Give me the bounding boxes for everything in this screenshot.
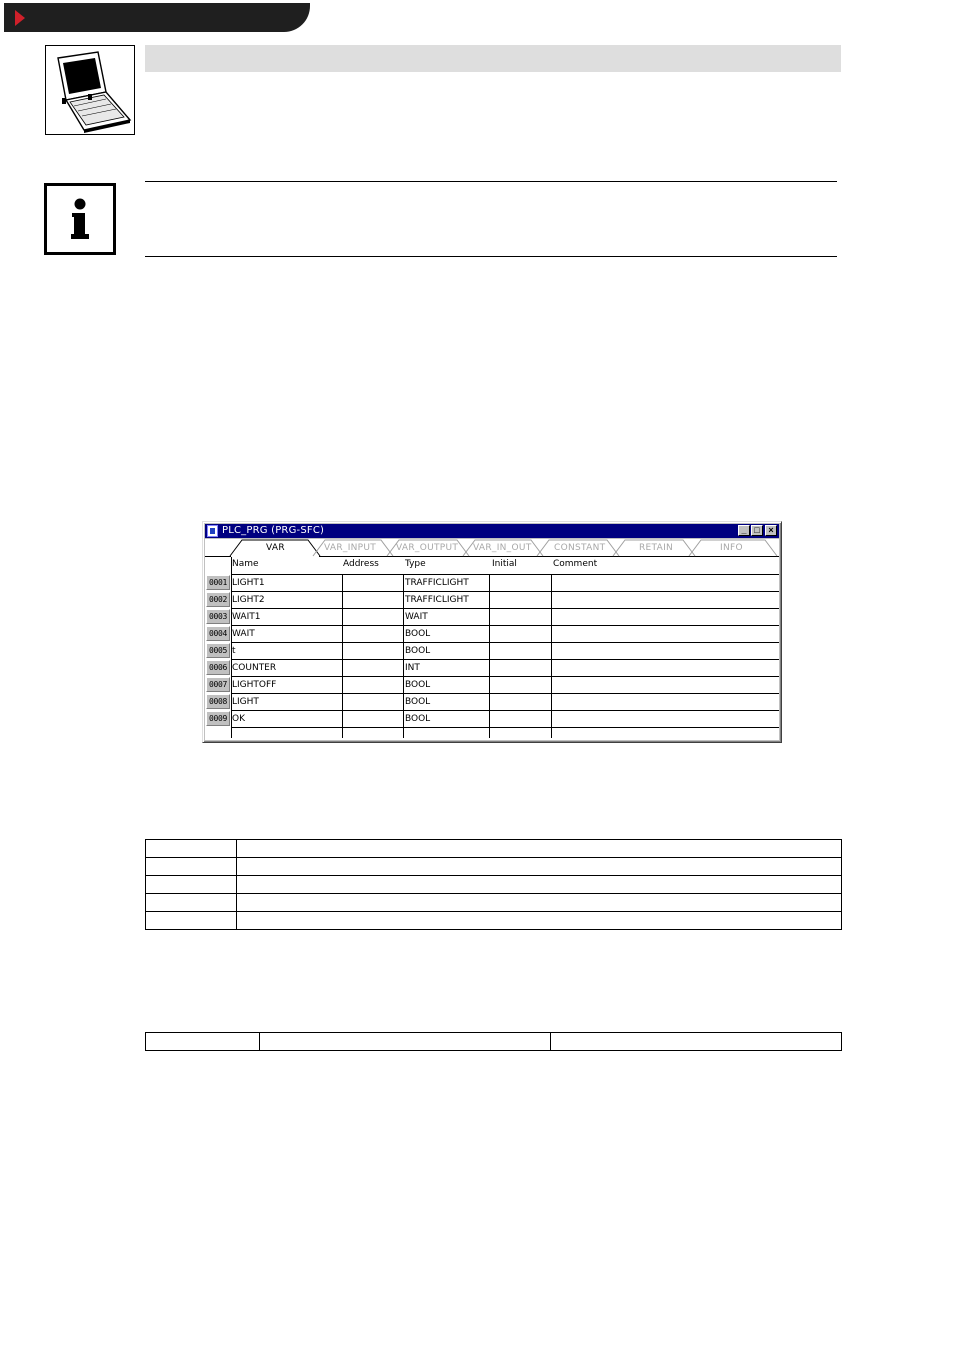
tab-var-in-out[interactable]: VAR_IN_OUT — [473, 543, 532, 553]
table-row — [146, 840, 842, 858]
cell-name[interactable]: LIGHT — [232, 697, 259, 707]
tab-var[interactable]: VAR — [266, 543, 285, 553]
table-row — [146, 876, 842, 894]
column-header-name[interactable]: Name — [232, 559, 259, 569]
empty-three-column-table — [145, 1032, 842, 1051]
cell-name[interactable]: t — [232, 646, 236, 656]
cell-type[interactable]: INT — [405, 663, 420, 673]
empty-two-column-table — [145, 839, 842, 930]
grid-line — [403, 575, 404, 738]
grid-line — [231, 625, 779, 626]
row-number[interactable]: 0004 — [206, 626, 230, 641]
arrow-right-icon — [15, 10, 25, 26]
window-title: PLC_PRG (PRG-SFC) — [222, 525, 325, 536]
cell-name[interactable]: LIGHT2 — [232, 595, 265, 605]
grid-line — [231, 693, 779, 694]
cell-type[interactable]: TRAFFICLIGHT — [405, 595, 469, 605]
row-number[interactable]: 0007 — [206, 677, 230, 692]
column-header-initial[interactable]: Initial — [492, 559, 517, 569]
window-titlebar[interactable] — [205, 524, 779, 538]
cell-type[interactable]: WAIT — [405, 612, 428, 622]
grid-line — [489, 575, 490, 738]
note-bottom-rule — [145, 256, 837, 257]
cell-name[interactable]: LIGHT1 — [232, 578, 265, 588]
cell-name[interactable]: OK — [232, 714, 245, 724]
table-row — [146, 858, 842, 876]
grid-line — [231, 642, 779, 643]
grid-line — [231, 608, 779, 609]
window-icon — [207, 525, 218, 537]
tab-var-input[interactable]: VAR_INPUT — [324, 543, 377, 553]
row-number[interactable]: 0009 — [206, 711, 230, 726]
grid-line — [231, 574, 779, 575]
column-header-comment[interactable]: Comment — [553, 559, 598, 569]
cell-type[interactable]: BOOL — [405, 629, 431, 639]
cell-type[interactable]: BOOL — [405, 714, 431, 724]
cell-name[interactable]: LIGHTOFF — [232, 680, 277, 690]
laptop-icon-box — [45, 45, 135, 135]
table-row — [146, 912, 842, 930]
laptop-icon — [46, 46, 134, 134]
grid-line — [231, 676, 779, 677]
cell-name[interactable]: WAIT1 — [232, 612, 261, 622]
info-icon-box — [44, 183, 116, 255]
tab-retain[interactable]: RETAIN — [639, 543, 674, 553]
header-banner — [4, 3, 310, 32]
row-number[interactable]: 0006 — [206, 660, 230, 675]
table-row — [146, 894, 842, 912]
grid-line — [551, 575, 552, 738]
tab-var-output[interactable]: VAR_OUTPUT — [396, 543, 459, 553]
grid-line — [231, 591, 779, 592]
row-number[interactable]: 0003 — [206, 609, 230, 624]
column-header-address[interactable]: Address — [343, 559, 379, 569]
cell-type[interactable]: TRAFFICLIGHT — [405, 578, 469, 588]
table-row — [146, 1033, 842, 1051]
row-number[interactable]: 0008 — [206, 694, 230, 709]
minimize-button[interactable]: _ — [738, 525, 750, 536]
info-icon — [47, 186, 113, 252]
declaration-window — [202, 521, 782, 743]
column-header-type[interactable]: Type — [405, 559, 426, 569]
section-heading-bar — [145, 45, 841, 72]
note-top-rule — [145, 181, 837, 182]
window-client — [205, 539, 779, 740]
grid-line — [231, 659, 779, 660]
grid-line — [231, 727, 779, 728]
cell-type[interactable]: BOOL — [405, 680, 431, 690]
row-number[interactable]: 0002 — [206, 592, 230, 607]
cell-type[interactable]: BOOL — [405, 646, 431, 656]
tab-strip — [205, 539, 779, 557]
cell-name[interactable]: WAIT — [232, 629, 255, 639]
tab-info[interactable]: INFO — [720, 543, 743, 553]
cell-type[interactable]: BOOL — [405, 697, 431, 707]
tab-constant[interactable]: CONSTANT — [554, 543, 606, 553]
grid-line — [231, 710, 779, 711]
grid-line — [342, 575, 343, 738]
cell-name[interactable]: COUNTER — [232, 663, 277, 673]
row-number[interactable]: 0005 — [206, 643, 230, 658]
maximize-button[interactable]: □ — [751, 525, 763, 536]
row-number[interactable]: 0001 — [206, 575, 230, 590]
close-button[interactable]: × — [765, 525, 777, 536]
